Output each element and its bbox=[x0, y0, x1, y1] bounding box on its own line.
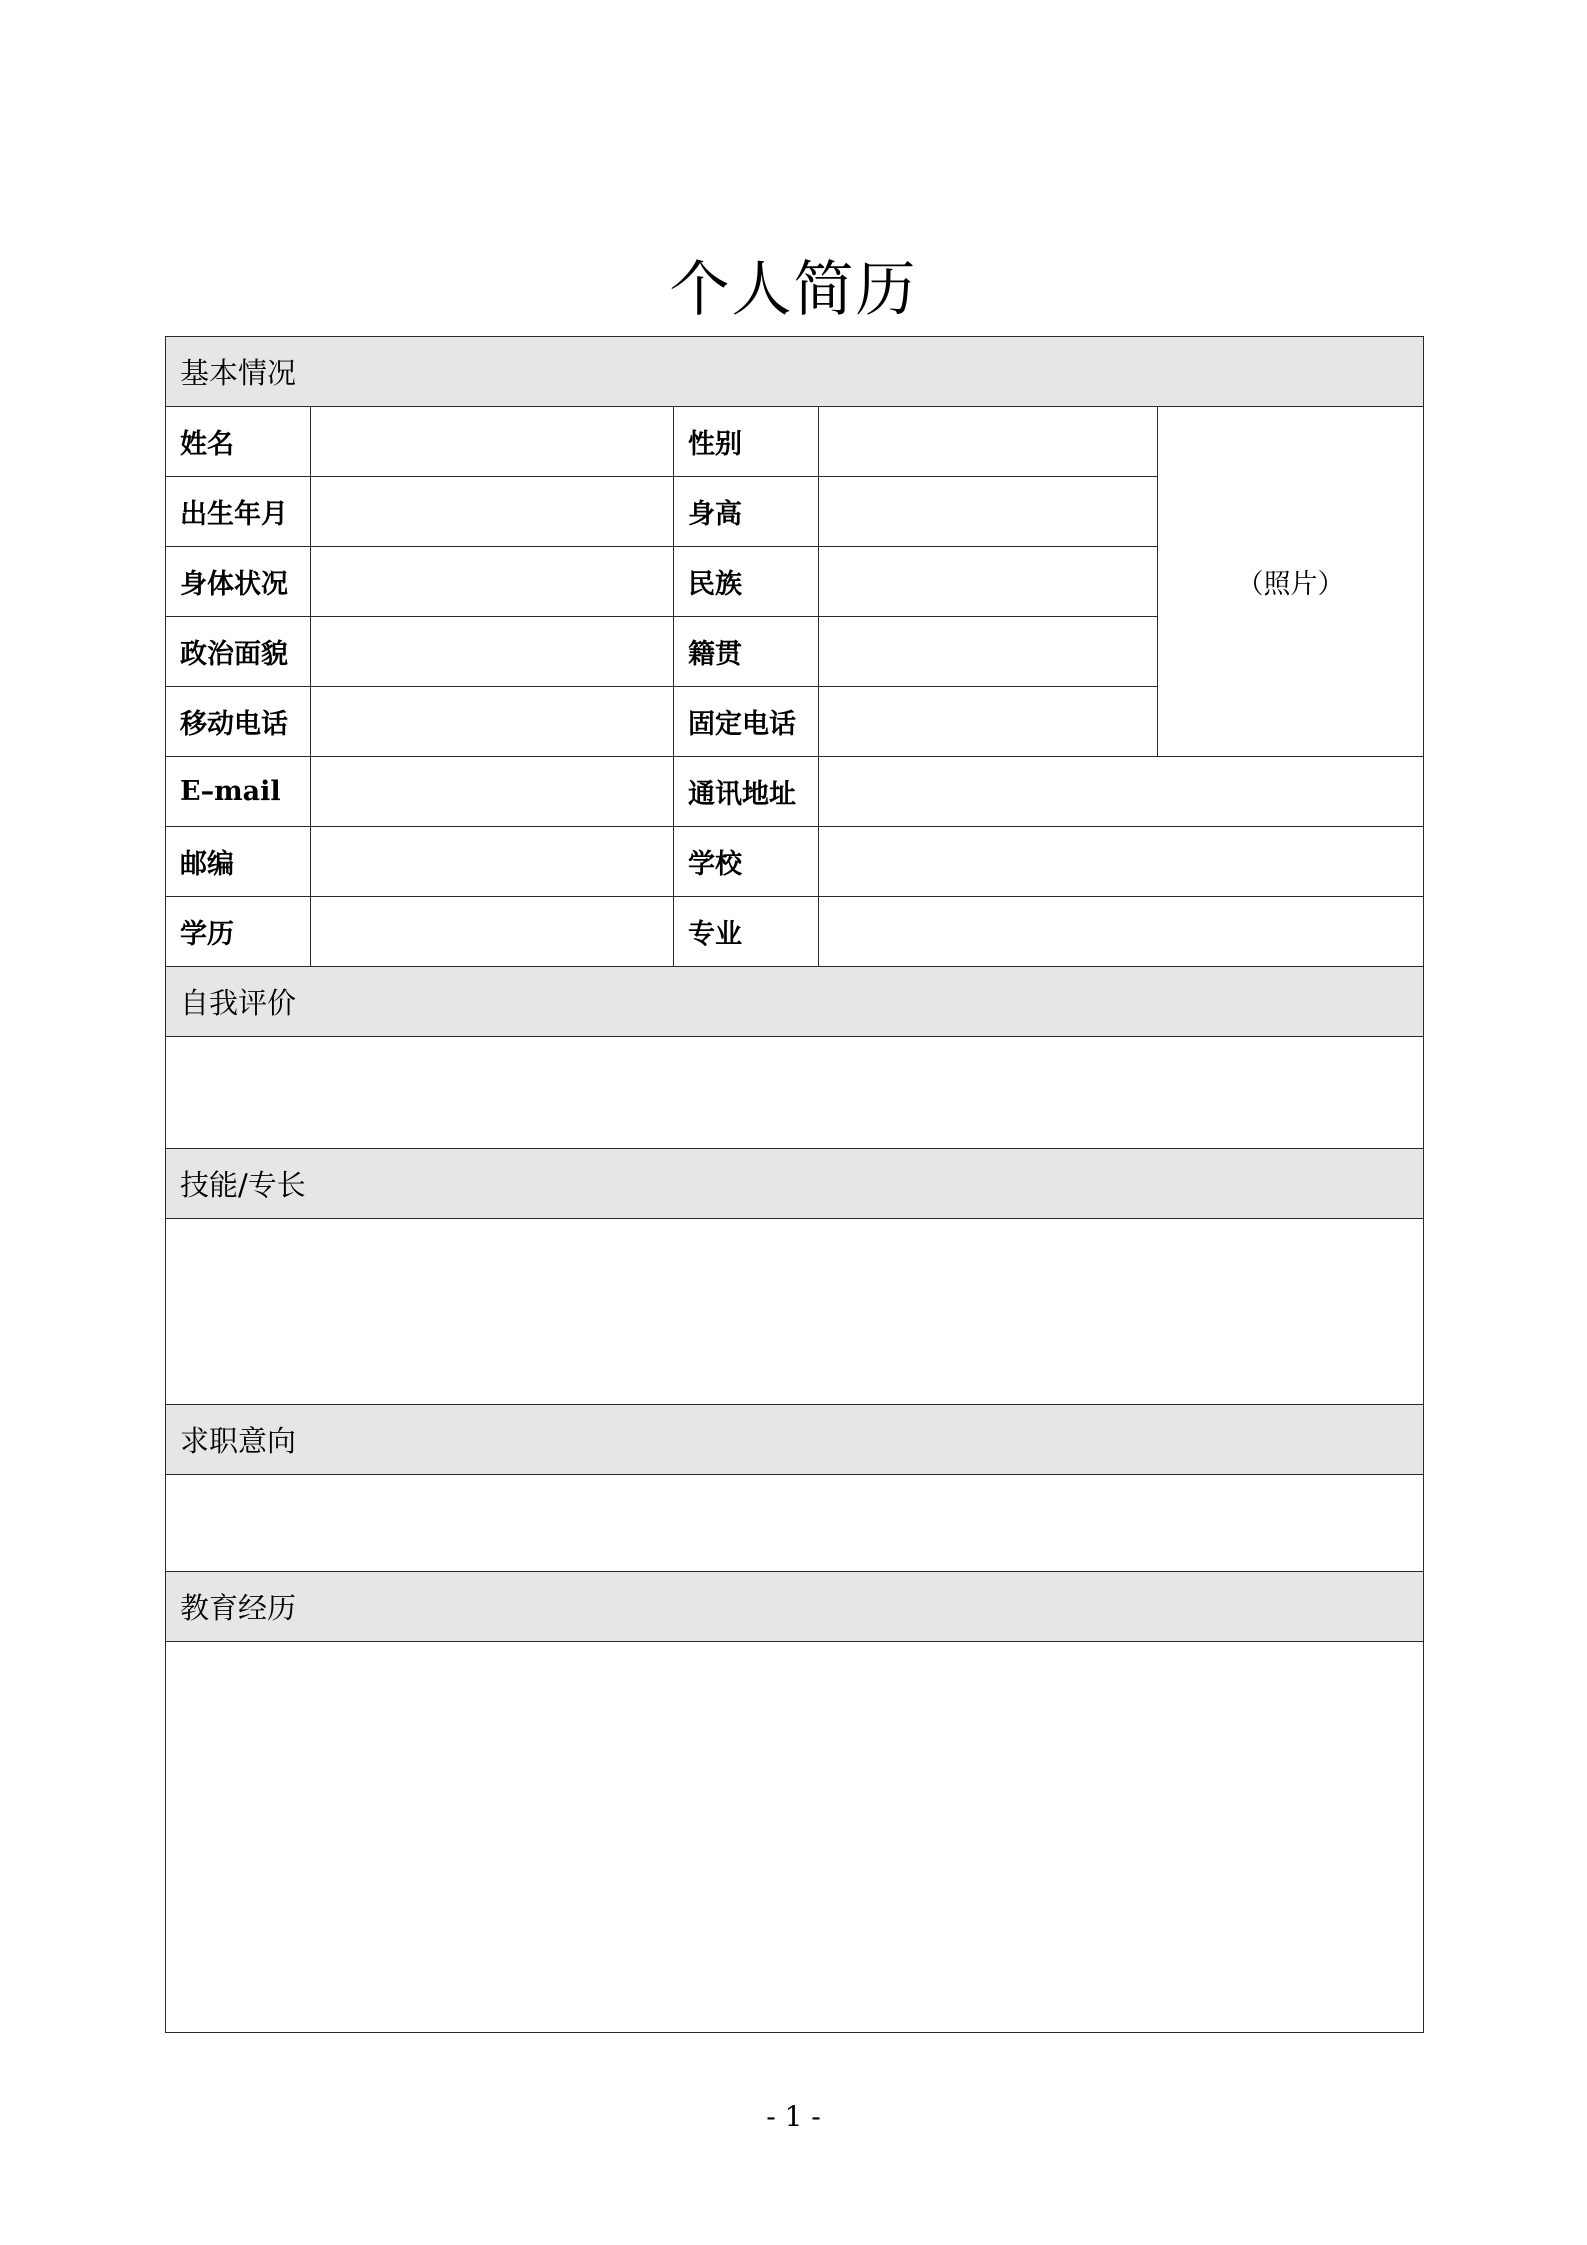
native-place-label: 籍贯 bbox=[674, 617, 819, 687]
gender-field[interactable] bbox=[819, 407, 1158, 477]
landline-field[interactable] bbox=[819, 687, 1158, 757]
height-field[interactable] bbox=[819, 477, 1158, 547]
birth-field[interactable] bbox=[311, 477, 674, 547]
education-field[interactable] bbox=[166, 1642, 1424, 2033]
resume-table bbox=[165, 336, 1424, 2033]
row-degree-major bbox=[166, 897, 1424, 967]
native-place-field[interactable] bbox=[819, 617, 1158, 687]
section-skills-heading: 技能/专长 bbox=[166, 1149, 1424, 1219]
job-intention-field[interactable] bbox=[166, 1475, 1424, 1572]
row-name-gender bbox=[166, 407, 1424, 477]
birth-label: 出生年月 bbox=[166, 477, 311, 547]
section-self-evaluation-heading: 自我评价 bbox=[166, 967, 1424, 1037]
mobile-field[interactable] bbox=[311, 687, 674, 757]
health-label: 身体状况 bbox=[166, 547, 311, 617]
address-label: 通讯地址 bbox=[674, 757, 819, 827]
ethnicity-label: 民族 bbox=[674, 547, 819, 617]
major-label: 专业 bbox=[674, 897, 819, 967]
landline-label: 固定电话 bbox=[674, 687, 819, 757]
postcode-field[interactable] bbox=[311, 827, 674, 897]
education-body-row bbox=[166, 1642, 1424, 2033]
name-field[interactable] bbox=[311, 407, 674, 477]
self-evaluation-body-row bbox=[166, 1037, 1424, 1149]
photo-placeholder: （照片） bbox=[1236, 569, 1345, 600]
mobile-label: 移动电话 bbox=[166, 687, 311, 757]
email-field[interactable] bbox=[311, 757, 674, 827]
political-label: 政治面貌 bbox=[166, 617, 311, 687]
section-job-intention-row bbox=[166, 1405, 1424, 1475]
address-field[interactable] bbox=[819, 757, 1424, 827]
health-field[interactable] bbox=[311, 547, 674, 617]
height-label: 身高 bbox=[674, 477, 819, 547]
political-field[interactable] bbox=[311, 617, 674, 687]
row-email-address bbox=[166, 757, 1424, 827]
degree-label: 学历 bbox=[166, 897, 311, 967]
section-education-heading: 教育经历 bbox=[166, 1572, 1424, 1642]
section-basic-heading: 基本情况 bbox=[166, 337, 1424, 407]
photo-area[interactable] bbox=[1158, 407, 1424, 757]
skills-field[interactable] bbox=[166, 1219, 1424, 1405]
section-education-row bbox=[166, 1572, 1424, 1642]
school-field[interactable] bbox=[819, 827, 1424, 897]
job-intention-body-row bbox=[166, 1475, 1424, 1572]
email-label: E–mail bbox=[166, 757, 311, 827]
ethnicity-field[interactable] bbox=[819, 547, 1158, 617]
section-skills-row bbox=[166, 1149, 1424, 1219]
page-title: 个人简历 bbox=[669, 255, 918, 326]
self-evaluation-field[interactable] bbox=[166, 1037, 1424, 1149]
degree-field[interactable] bbox=[311, 897, 674, 967]
row-postcode-school bbox=[166, 827, 1424, 897]
page-number: - 1 - bbox=[766, 2100, 821, 2133]
postcode-label: 邮编 bbox=[166, 827, 311, 897]
section-basic-row bbox=[166, 337, 1424, 407]
section-job-intention-heading: 求职意向 bbox=[166, 1405, 1424, 1475]
school-label: 学校 bbox=[674, 827, 819, 897]
name-label: 姓名 bbox=[166, 407, 311, 477]
section-self-evaluation-row bbox=[166, 967, 1424, 1037]
skills-body-row bbox=[166, 1219, 1424, 1405]
major-field[interactable] bbox=[819, 897, 1424, 967]
gender-label: 性别 bbox=[674, 407, 819, 477]
